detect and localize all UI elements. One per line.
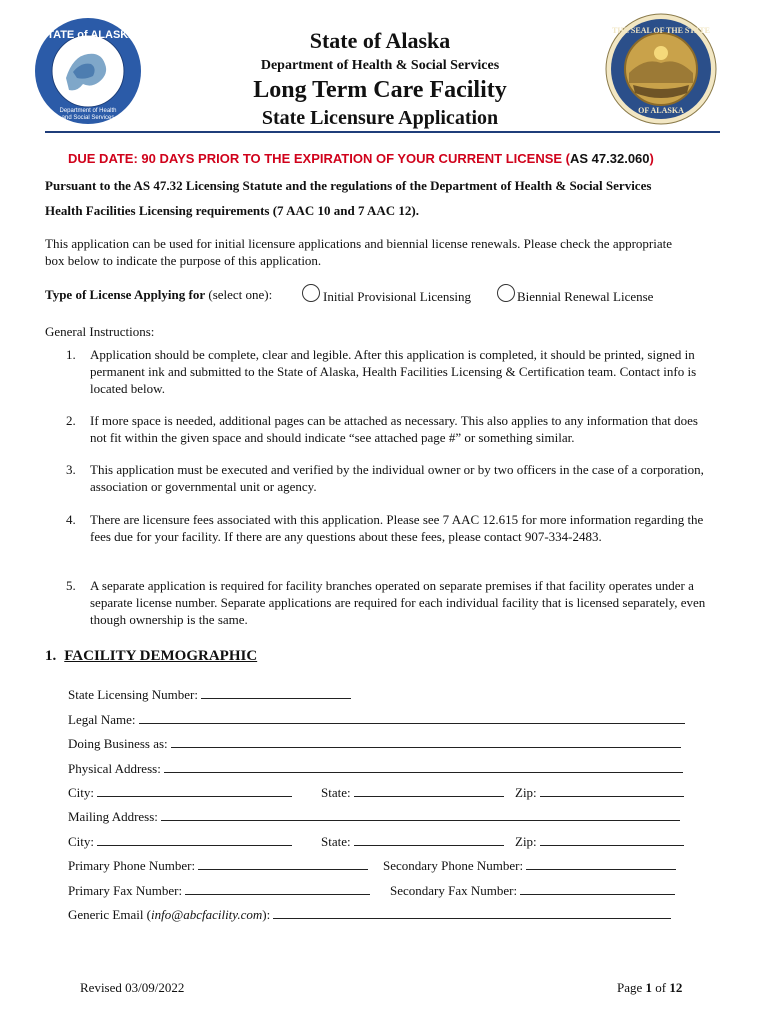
field-label: Zip:	[515, 834, 537, 849]
license-type-label	[45, 287, 272, 302]
generic-email-field	[68, 906, 671, 923]
field-label: State:	[321, 785, 351, 800]
svg-text:STATE of ALASKA: STATE of ALASKA	[39, 29, 137, 41]
field-label: State Licensing Number:	[68, 687, 198, 702]
legal-name-input[interactable]	[139, 711, 685, 724]
intro-line-2: Health Facilities Licensing requirements (7 AAC 10 and 7 AAC 12).	[45, 203, 419, 218]
intro-line-1: Pursuant to the AS 47.32 Licensing Statute and the regulations of the Department of Health & Social Services	[45, 178, 652, 193]
field-label: City:	[68, 834, 95, 849]
instruction-number: 5.	[66, 578, 76, 593]
field-label: Zip:	[515, 785, 537, 800]
instruction-item	[66, 461, 706, 495]
field-label	[68, 907, 270, 922]
state-licensing-number-field	[68, 686, 351, 703]
secondary-phone-field	[383, 857, 676, 874]
secondary-fax-field	[390, 882, 675, 899]
page-total: 12	[669, 980, 683, 995]
field-label: City:	[68, 785, 95, 800]
instruction-item	[66, 511, 706, 545]
header-title: Long Term Care Facility	[253, 77, 507, 103]
instruction-item	[66, 346, 706, 397]
instruction-item	[66, 412, 706, 446]
instruction-text: A separate application is required for facility branches operated on separate premises if that facility operates under a separate license number. Separate applications are required for each individual facility that is licensed separately, even though ownership is the same.	[90, 578, 706, 627]
instruction-text: If more space is needed, additional pages can be attached as necessary. This also applies to any information that does not fit within the given space and should indicate “see attached page #” or something similar.	[90, 413, 698, 445]
header-subtitle: State Licensure Application	[261, 107, 499, 129]
instruction-number: 2.	[66, 413, 76, 428]
physical-address-field	[68, 760, 683, 777]
physical-zip-input[interactable]	[540, 784, 684, 797]
field-label: Mailing Address:	[68, 809, 158, 824]
instruction-number: 1.	[66, 347, 76, 362]
license-type-row	[45, 287, 725, 307]
field-label: Primary Phone Number:	[68, 858, 196, 873]
field-label: Secondary Fax Number:	[390, 883, 518, 898]
initial-provisional-label: Initial Provisional Licensing	[323, 289, 472, 304]
intro-paragraph-line-1: This application can be used for initial licensure applications and biennial license renewals. Please check the appropriate	[45, 236, 673, 251]
intro-paragraph-line-2: box below to indicate the purpose of this application.	[45, 253, 322, 268]
mailing-zip-field	[515, 833, 684, 850]
primary-phone-field	[68, 857, 368, 874]
mailing-address-input[interactable]	[161, 808, 680, 821]
field-label: Secondary Phone Number:	[383, 858, 524, 873]
instruction-number: 4.	[66, 512, 76, 527]
state-licensing-number-input[interactable]	[201, 686, 351, 699]
field-label: State:	[321, 834, 351, 849]
due-date-notice	[68, 151, 654, 166]
mailing-city-field	[68, 833, 292, 850]
license-type-label-bold: Type of License Applying for	[45, 287, 206, 302]
instruction-number: 3.	[66, 462, 76, 477]
mailing-state-field	[321, 833, 504, 850]
biennial-renewal-radio[interactable]	[497, 284, 515, 302]
field-label: Doing Business as:	[68, 736, 168, 751]
svg-text:THE SEAL OF THE STATE: THE SEAL OF THE STATE	[612, 26, 710, 35]
revised-date: Revised 03/09/2022	[80, 980, 185, 995]
email-label-text: Generic Email (	[68, 907, 152, 922]
svg-text:Department of Health: Department of Health	[59, 108, 117, 114]
svg-text:and Social Services: and Social Services	[61, 115, 115, 121]
state-seal-logo	[605, 13, 717, 125]
page-of: of	[655, 980, 667, 995]
dba-field	[68, 735, 681, 752]
physical-state-field	[321, 784, 504, 801]
primary-fax-field	[68, 882, 370, 899]
initial-provisional-radio[interactable]	[302, 284, 320, 302]
field-label: Primary Fax Number:	[68, 883, 183, 898]
dhss-seal-logo	[33, 16, 143, 126]
license-type-hint: (select one):	[208, 287, 273, 302]
intro-paragraph	[45, 235, 725, 269]
primary-fax-input[interactable]	[185, 882, 370, 895]
instruction-item	[66, 577, 706, 628]
section-title: FACILITY DEMOGRAPHIC	[64, 648, 258, 664]
dba-input[interactable]	[171, 735, 681, 748]
email-label-close: ):	[262, 907, 271, 922]
section-number: 1.	[45, 648, 57, 664]
primary-phone-input[interactable]	[198, 857, 368, 870]
page-current: 1	[645, 980, 653, 995]
legal-name-field	[68, 711, 685, 728]
mailing-state-input[interactable]	[354, 833, 504, 846]
header-state: State of Alaska	[309, 28, 451, 53]
mailing-city-input[interactable]	[97, 833, 292, 846]
page-prefix: Page	[617, 980, 643, 995]
svg-text:OF ALASKA: OF ALASKA	[638, 106, 684, 115]
field-label: Physical Address:	[68, 761, 161, 776]
physical-state-input[interactable]	[354, 784, 504, 797]
section-1-heading	[45, 648, 257, 665]
email-example: info@abcfacility.com	[151, 907, 263, 922]
instruction-text: This application must be executed and verified by the individual owner or by two officers in the case of a corporation, association or governmental unit or agency.	[90, 462, 704, 494]
mailing-zip-input[interactable]	[540, 833, 684, 846]
mailing-address-field	[68, 808, 680, 825]
instructions-heading: General Instructions:	[45, 324, 155, 339]
instruction-text: There are licensure fees associated with this application. Please see 7 AAC 12.615 for more information regarding the fees due for your facility. If there are any questions about these fees, please contact 907-334-2483.	[90, 512, 704, 544]
due-date-text: DUE DATE: 90 DAYS PRIOR TO THE EXPIRATION OF YOUR CURRENT LICENSE (	[68, 151, 571, 166]
instruction-text: Application should be complete, clear and legible. After this application is completed, it should be printed, signed in permanent ink and submitted to the State of Alaska, Health Facilities Licensing & Certification team. Contact info is located below.	[90, 347, 697, 396]
physical-city-input[interactable]	[97, 784, 292, 797]
generic-email-input[interactable]	[273, 906, 671, 919]
due-date-close: )	[649, 151, 654, 166]
secondary-fax-input[interactable]	[520, 882, 675, 895]
physical-address-input[interactable]	[164, 760, 683, 773]
field-label: Legal Name:	[68, 712, 136, 727]
header-divider	[45, 131, 720, 133]
secondary-phone-input[interactable]	[526, 857, 676, 870]
page-number	[617, 980, 682, 996]
header-department: Department of Health & Social Services	[260, 58, 500, 73]
physical-zip-field	[515, 784, 684, 801]
biennial-renewal-label: Biennial Renewal License	[517, 289, 654, 304]
physical-city-field	[68, 784, 292, 801]
due-date-statute: AS 47.32.060	[570, 151, 650, 166]
